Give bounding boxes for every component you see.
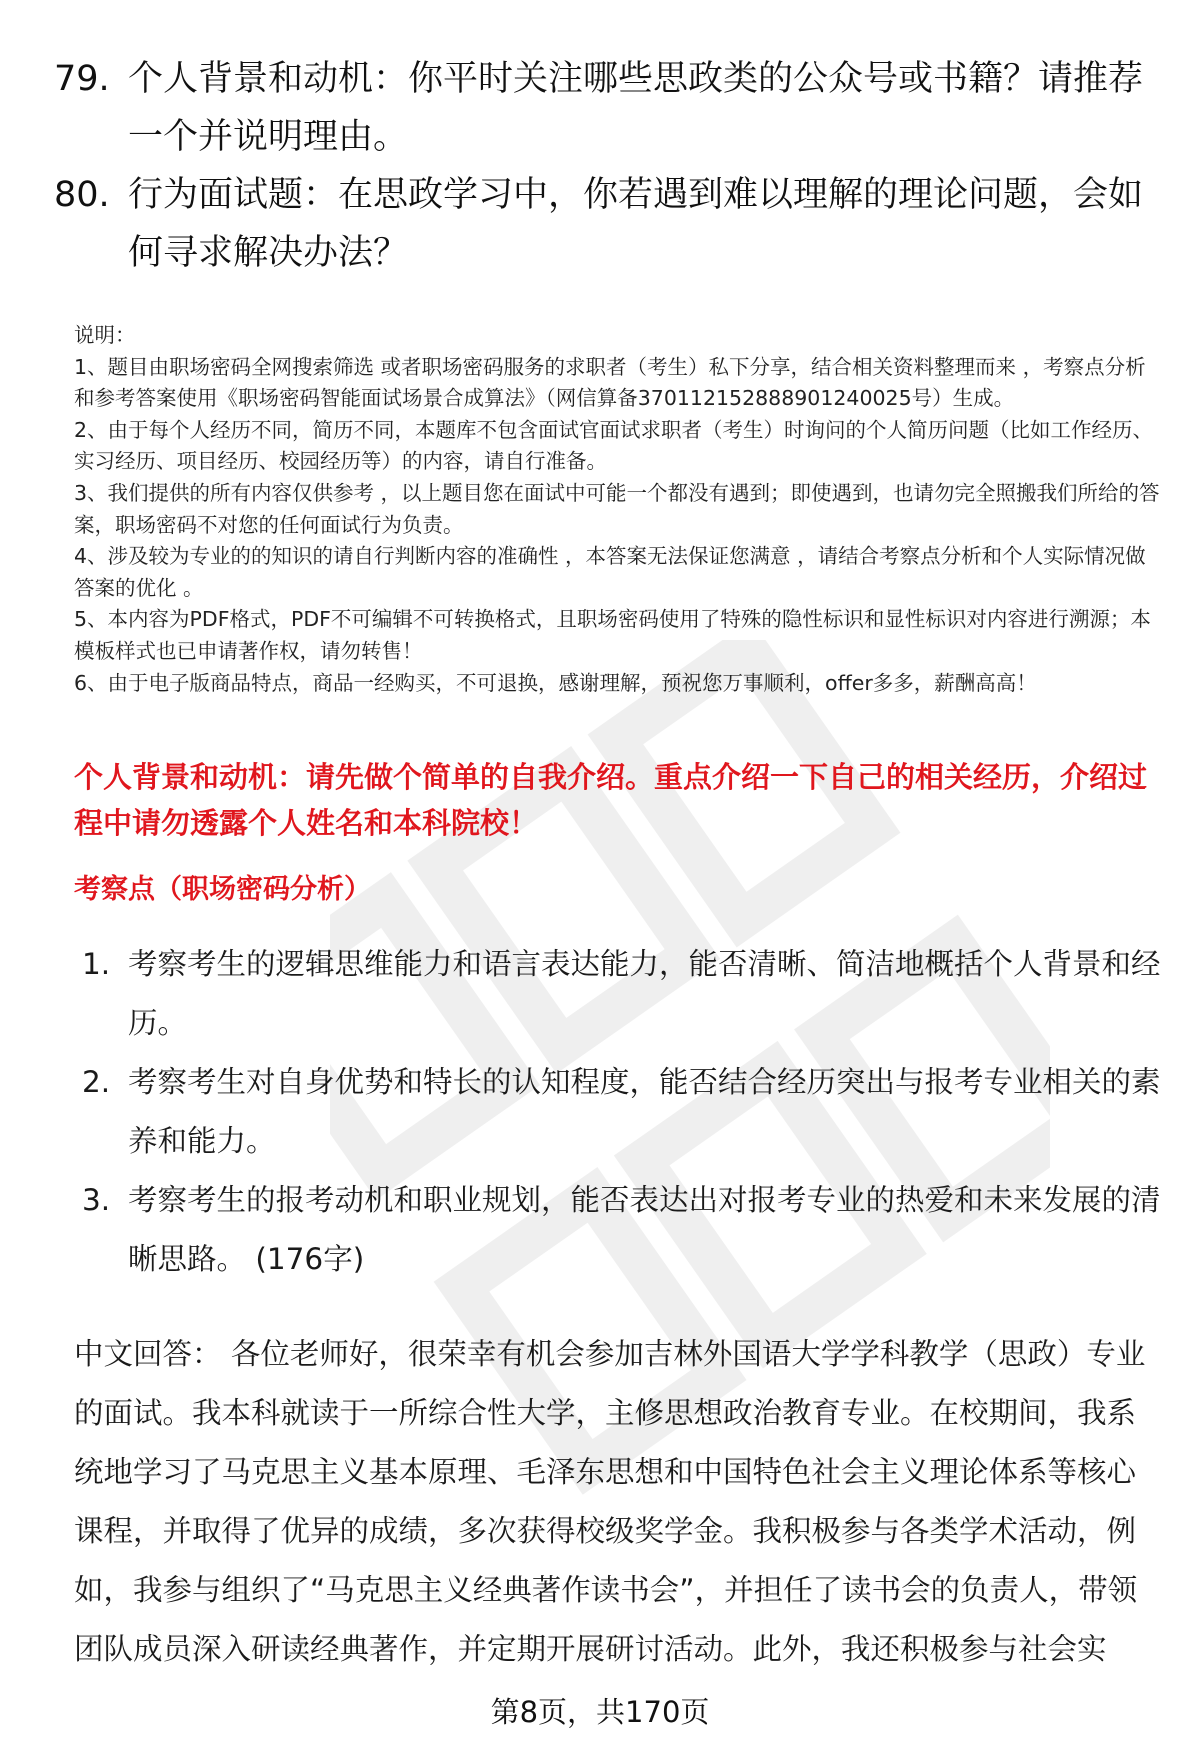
question-number: 79. <box>54 59 110 99</box>
point-number: 3. <box>82 1183 111 1217</box>
point-text: 考察考生对自身优势和特长的认知程度，能否结合经历突出与报考专业相关的素养和能力。 <box>128 1065 1161 1158</box>
question-80 <box>54 166 1154 282</box>
note-item: 2、由于每个人经历不同，简历不同，本题库不包含面试官面试求职者（考生）时询问的个人简历问题（比如工作经历、实习经历、项目经历、校园经历等）的内容，请自行准备。 <box>74 417 1154 474</box>
section-heading: 个人背景和动机：请先做个简单的自我介绍。重点介绍一下自己的相关经历，介绍过程中请勿透露个人姓名和本科院校！ <box>74 760 1148 840</box>
list-item <box>82 1053 1162 1171</box>
analysis-title: 考察点（职场密码分析） <box>74 874 371 905</box>
note-item: 4、涉及较为专业的的知识的请自行判断内容的准确性 ，本答案无法保证您满意 ，请结合考察点分析和个人实际情况做答案的优化 。 <box>74 544 1146 600</box>
question-text: 行为面试题：在思政学习中，你若遇到难以理解的理论问题，会如何寻求解决办法？ <box>128 175 1144 273</box>
list-item <box>82 1171 1162 1289</box>
notes-title: 说明： <box>74 323 136 347</box>
answer-paragraph: 中文回答： 各位老师好，很荣幸有机会参加吉林外国语大学学科教学（思政）专业的面试。我本科就读于一所综合性大学，主修思想政治教育专业。在校期间，我系统地学习了马克思主义基本原理、毛泽东思想和中国特色社会主义理论体系等核心课程，并取得了优异的成绩，多次获得校级奖学金。我积极参与各类学术活动，例如，我参与组织了“马克思主义经典著作读书会”，并担任了读书会的负责人，带领团队成员深入研读经典著作，并定期开展研讨活动。此外，我还积极参与社会实 <box>74 1337 1146 1666</box>
question-79 <box>54 50 1154 166</box>
note-item: 6、由于电子版商品特点，商品一经购买，不可退换，感谢理解，预祝您万事顺利，offer多多，薪酬高高！ <box>74 670 1037 695</box>
notes-block <box>74 320 1164 699</box>
point-text: 考察考生的报考动机和职业规划，能否表达出对报考专业的热爱和未来发展的清晰思路。 (176字) <box>128 1183 1161 1276</box>
note-item: 1、题目由职场密码全网搜索筛选 或者职场密码服务的求职者（考生）私下分享，结合相关资料整理而来 ，考察点分析和参考答案使用《职场密码智能面试场景合成算法》（网信算备370112152888901240025号）生成。 <box>74 354 1146 411</box>
note-item: 5、本内容为PDF格式，PDF不可编辑不可转换格式，且职场密码使用了特殊的隐性标识和显性标识对内容进行溯源；本模板样式也已申请著作权，请勿转售！ <box>74 607 1151 663</box>
point-text: 考察考生的逻辑思维能力和语言表达能力，能否清晰、简洁地概括个人背景和经历。 <box>128 947 1161 1040</box>
point-number: 2. <box>82 1065 111 1099</box>
analysis-points <box>82 935 1162 1289</box>
page-footer: 第8页，共170页 <box>490 1695 710 1729</box>
question-text: 个人背景和动机：你平时关注哪些思政类的公众号或书籍？请推荐一个并说明理由。 <box>128 59 1144 157</box>
list-item <box>82 935 1162 1053</box>
question-number: 80. <box>54 175 110 215</box>
note-item: 3、我们提供的所有内容仅供参考 ，以上题目您在面试中可能一个都没有遇到；即使遇到，也请勿完全照搬我们所给的答案，职场密码不对您的任何面试行为负责。 <box>74 480 1160 537</box>
point-number: 1. <box>82 947 111 981</box>
